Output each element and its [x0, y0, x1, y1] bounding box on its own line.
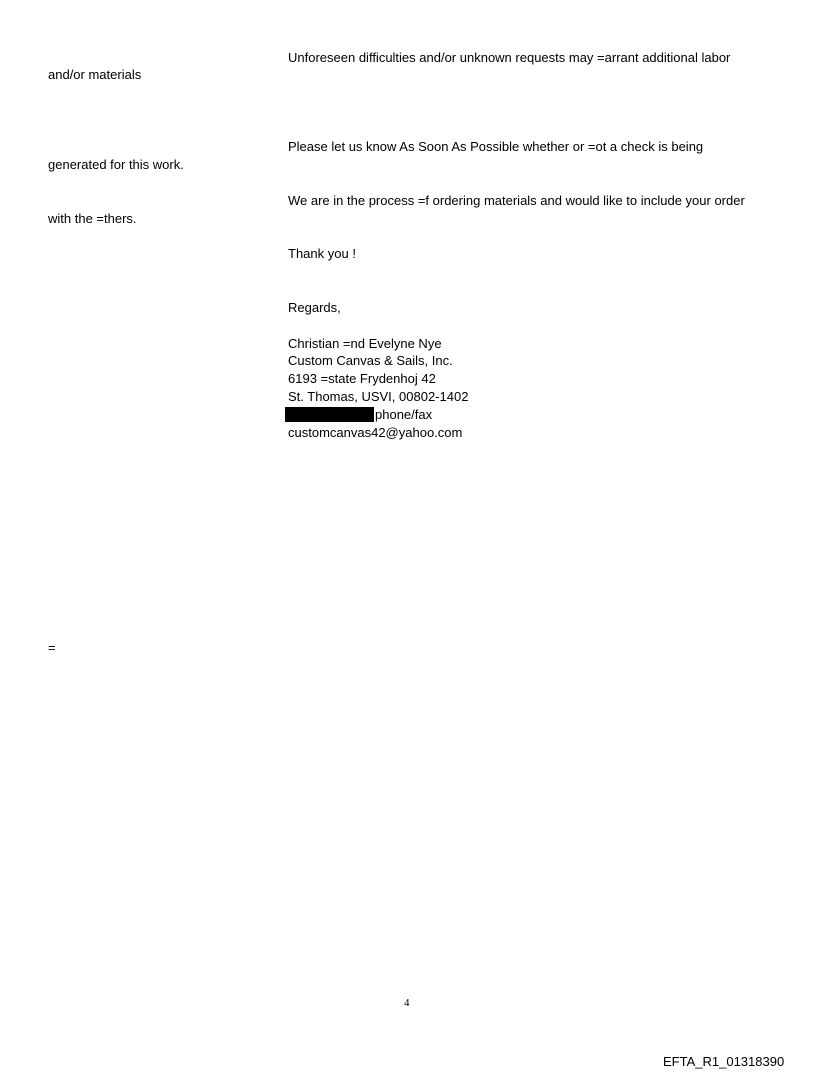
closing-regards: Regards,: [288, 300, 341, 315]
signature-names: Christian =nd Evelyne Nye: [288, 336, 442, 351]
bates-number: EFTA_R1_01318390: [663, 1054, 785, 1069]
paragraph-3-line-2: with the =thers.: [48, 211, 137, 226]
paragraph-2-line-2: generated for this work.: [48, 157, 184, 172]
signature-phone-label: phone/fax: [375, 407, 433, 422]
paragraph-2-line-1: Please let us know As Soon As Possible whether or =ot a check is being: [288, 139, 704, 154]
redaction-box: [285, 407, 374, 422]
paragraph-3-line-1: We are in the process =f ordering materials and would like to include your order: [288, 193, 745, 208]
signature-company: Custom Canvas & Sails, Inc.: [288, 353, 453, 368]
signature-city: St. Thomas, USVI, 00802-1402: [288, 389, 469, 404]
stray-equals-sign: =: [48, 640, 56, 655]
page-number: 4: [404, 997, 410, 1009]
paragraph-1-line-2: and/or materials: [48, 67, 142, 82]
thank-you-line: Thank you !: [288, 246, 356, 261]
signature-address: 6193 =state Frydenhoj 42: [288, 371, 436, 386]
paragraph-1-line-1: Unforeseen difficulties and/or unknown requests may =arrant additional labor: [288, 50, 731, 65]
signature-email: customcanvas42@yahoo.com: [288, 425, 463, 440]
